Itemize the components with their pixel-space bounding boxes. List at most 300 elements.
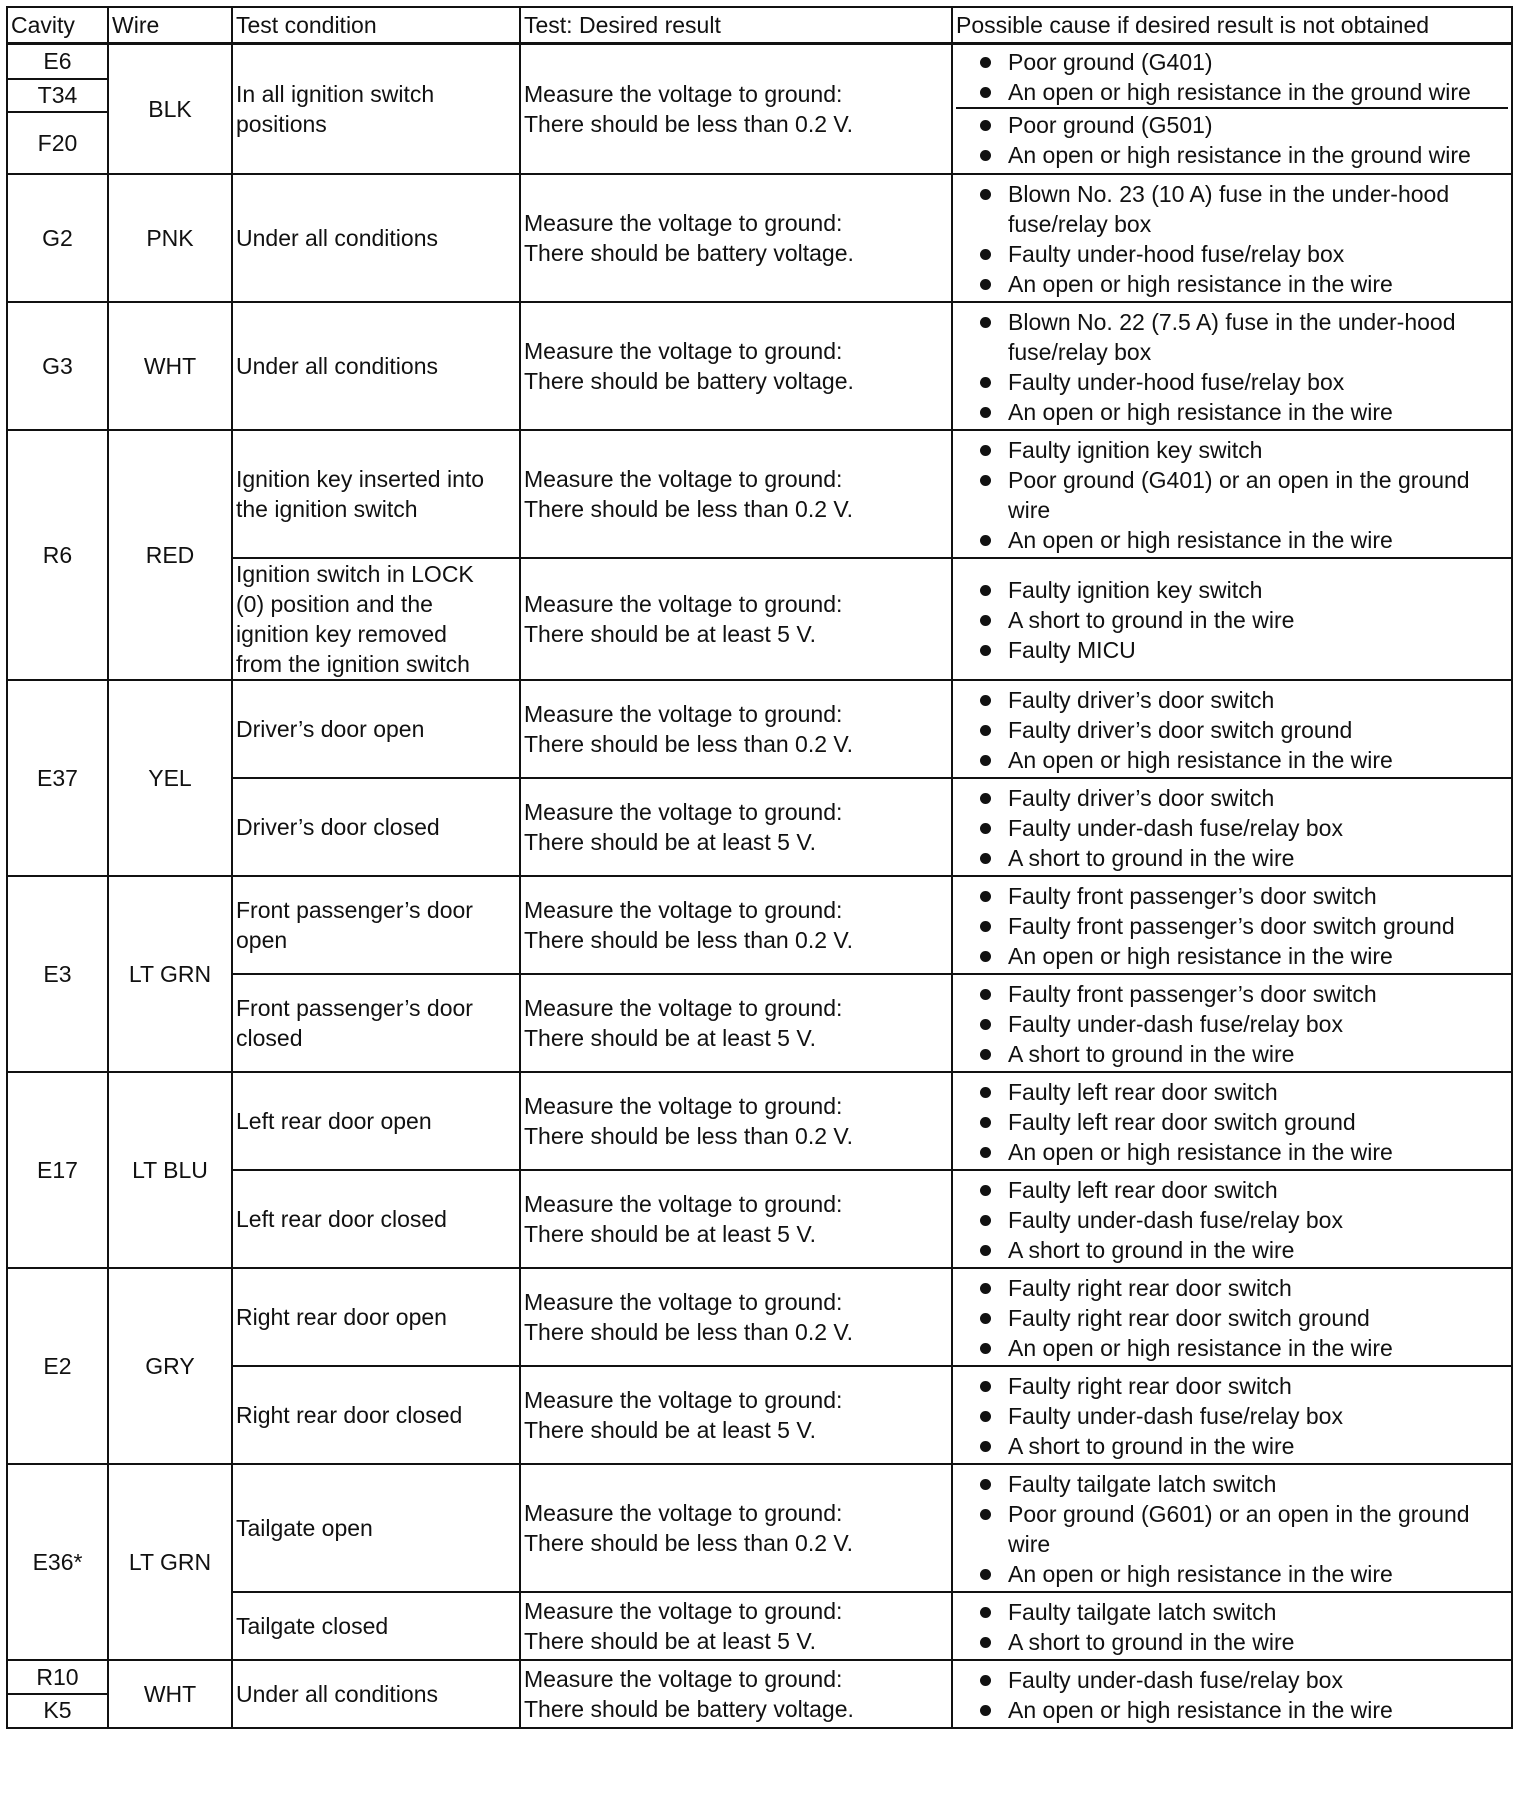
- possible-causes-cell: [952, 974, 1512, 1072]
- bullet-icon: [956, 1235, 1008, 1265]
- cause-text: Faulty right rear door switch ground: [1008, 1305, 1370, 1331]
- cause-text: A short to ground in the wire: [1008, 607, 1295, 633]
- condition-text: Tailgate closed: [236, 1613, 389, 1639]
- desired-result-cell: [520, 778, 952, 876]
- bullet-icon: [956, 1273, 1008, 1303]
- cause-text: Blown No. 23 (10 A) fuse in the under-hood fuse/relay box: [1008, 181, 1450, 237]
- cause-group: [956, 877, 1508, 973]
- desired-result-cell: [520, 1072, 952, 1170]
- bullet-icon: [956, 1137, 1008, 1167]
- bullet-icon: [956, 1469, 1008, 1499]
- bullet-icon: [956, 1431, 1008, 1461]
- cause-text: Faulty left rear door switch ground: [1008, 1109, 1356, 1135]
- cause-item: [956, 911, 1508, 941]
- condition-text: (0) position and the: [236, 591, 433, 617]
- cause-text: Faulty right rear door switch: [1008, 1373, 1292, 1399]
- condition-text: Under all conditions: [236, 1681, 439, 1707]
- bullet-icon: [956, 307, 1008, 337]
- desired-result-cell: [520, 174, 952, 302]
- condition-text: ignition key removed: [236, 621, 447, 647]
- possible-causes-cell: [952, 174, 1512, 302]
- cause-text: An open or high resistance in the wire: [1008, 399, 1393, 425]
- cause-item: [956, 1077, 1508, 1107]
- cause-item: [956, 1137, 1508, 1167]
- possible-causes-cell: [952, 1592, 1512, 1660]
- cause-item: [956, 465, 1508, 525]
- cause-item: [956, 575, 1508, 605]
- cause-group: [956, 1465, 1508, 1591]
- result-text: Measure the voltage to ground:: [524, 1666, 843, 1692]
- bullet-icon: [956, 685, 1008, 715]
- desired-result-cell: [520, 1660, 952, 1728]
- cause-text: Faulty front passenger’s door switch: [1008, 883, 1377, 909]
- possible-causes-cell: [952, 778, 1512, 876]
- cause-text: Faulty MICU: [1008, 637, 1136, 663]
- bullet-icon: [956, 47, 1008, 77]
- cause-item: [956, 843, 1508, 873]
- test-condition-cell: [232, 558, 520, 680]
- bullet-icon: [956, 397, 1008, 427]
- cause-item: [956, 1175, 1508, 1205]
- wire-color-cell: YEL: [108, 680, 232, 876]
- condition-text: Ignition switch in LOCK: [236, 561, 474, 587]
- desired-result-cell: [520, 430, 952, 558]
- condition-text: from the ignition switch: [236, 651, 470, 677]
- cause-item: [956, 269, 1508, 299]
- table-row: [7, 1464, 1512, 1592]
- wire-color-cell: BLK: [108, 44, 232, 175]
- bullet-icon: [956, 1401, 1008, 1431]
- header-wire: Wire: [108, 7, 232, 44]
- cause-item: [956, 1039, 1508, 1069]
- cause-text: An open or high resistance in the wire: [1008, 527, 1393, 553]
- cause-group: [956, 1593, 1508, 1659]
- table-row: [7, 430, 1512, 558]
- desired-result-cell: [520, 558, 952, 680]
- condition-text: Left rear door closed: [236, 1206, 447, 1232]
- diagnostic-table: [6, 6, 1513, 1729]
- header-row: [7, 7, 1512, 44]
- result-text: Measure the voltage to ground:: [524, 897, 843, 923]
- cause-text: Faulty under-dash fuse/relay box: [1008, 815, 1343, 841]
- possible-causes-cell: [952, 302, 1512, 430]
- cause-text: Faulty under-hood fuse/relay box: [1008, 241, 1345, 267]
- possible-causes-cell: [952, 876, 1512, 974]
- cause-item: [956, 941, 1508, 971]
- result-text: Measure the voltage to ground:: [524, 1289, 843, 1315]
- header-test-condition: Test condition: [232, 7, 520, 44]
- cause-text: Faulty right rear door switch: [1008, 1275, 1292, 1301]
- table-row: [7, 1366, 1512, 1464]
- test-condition-cell: [232, 974, 520, 1072]
- bullet-icon: [956, 367, 1008, 397]
- result-text: There should be at least 5 V.: [524, 1221, 816, 1247]
- cause-text: An open or high resistance in the wire: [1008, 1561, 1393, 1587]
- test-condition-cell: [232, 1170, 520, 1268]
- cause-group: [956, 431, 1508, 557]
- cause-text: A short to ground in the wire: [1008, 1041, 1295, 1067]
- cavity-cell: [7, 876, 108, 1072]
- test-condition-cell: [232, 1464, 520, 1592]
- result-text: There should be at least 5 V.: [524, 621, 816, 647]
- table-row: [7, 174, 1512, 302]
- cause-item: [956, 367, 1508, 397]
- wire-color-cell: WHT: [108, 302, 232, 430]
- desired-result-cell: [520, 1268, 952, 1366]
- result-text: Measure the voltage to ground:: [524, 1191, 843, 1217]
- cavity-label: K5: [43, 1697, 72, 1723]
- wire-color-cell: LT GRN: [108, 1464, 232, 1660]
- cavity-cell: [7, 174, 108, 302]
- bullet-icon: [956, 605, 1008, 635]
- bullet-icon: [956, 1205, 1008, 1235]
- cause-text: Poor ground (G401) or an open in the ground wire: [1008, 467, 1470, 523]
- condition-text: Ignition key inserted into: [236, 466, 485, 492]
- result-text: There should be less than 0.2 V.: [524, 1530, 854, 1556]
- condition-text: Right rear door open: [236, 1304, 447, 1330]
- result-text: There should be at least 5 V.: [524, 1628, 816, 1654]
- condition-text: open: [236, 927, 288, 953]
- cavity-label: R6: [42, 542, 73, 568]
- cause-item: [956, 1107, 1508, 1137]
- condition-text: Front passenger’s door: [236, 995, 473, 1021]
- cause-item: [956, 525, 1508, 555]
- cavity-label: E2: [43, 1353, 72, 1379]
- bullet-icon: [956, 140, 1008, 170]
- cause-item: [956, 435, 1508, 465]
- bullet-icon: [956, 1665, 1008, 1695]
- bullet-icon: [956, 1499, 1008, 1529]
- result-text: Measure the voltage to ground:: [524, 799, 843, 825]
- cause-item: [956, 1627, 1508, 1657]
- condition-text: closed: [236, 1025, 303, 1051]
- cause-item: [956, 1597, 1508, 1627]
- cavity-label: E6: [8, 45, 107, 80]
- cavity-cell: [7, 1072, 108, 1268]
- cavity-label: E17: [37, 1157, 78, 1183]
- cause-item: [956, 715, 1508, 745]
- bullet-icon: [956, 979, 1008, 1009]
- cavity-label: G3: [42, 353, 73, 379]
- possible-causes-cell: [952, 1268, 1512, 1366]
- test-condition-cell: [232, 1366, 520, 1464]
- cause-item: [956, 745, 1508, 775]
- result-text: There should be battery voltage.: [524, 1696, 854, 1722]
- bullet-icon: [956, 1303, 1008, 1333]
- cause-item: [956, 140, 1508, 170]
- cause-text: Faulty ignition key switch: [1008, 437, 1263, 463]
- bullet-icon: [956, 525, 1008, 555]
- test-condition-cell: [232, 778, 520, 876]
- cause-item: [956, 1499, 1508, 1559]
- cause-item: [956, 979, 1508, 1009]
- result-text: There should be at least 5 V.: [524, 1417, 816, 1443]
- cause-text: An open or high resistance in the wire: [1008, 1335, 1393, 1361]
- wire-color-cell: LT GRN: [108, 876, 232, 1072]
- result-text: There should be battery voltage.: [524, 240, 854, 266]
- result-text: There should be battery voltage.: [524, 368, 854, 394]
- bullet-icon: [956, 813, 1008, 843]
- cause-text: Faulty driver’s door switch: [1008, 785, 1275, 811]
- bullet-icon: [956, 1695, 1008, 1725]
- cause-text: Faulty driver’s door switch ground: [1008, 717, 1353, 743]
- cause-group: [956, 571, 1508, 667]
- cause-item: [956, 1559, 1508, 1589]
- cavity-cell: [7, 1464, 108, 1660]
- result-text: Measure the voltage to ground:: [524, 466, 843, 492]
- condition-text: Front passenger’s door: [236, 897, 473, 923]
- cause-text: An open or high resistance in the ground wire: [1008, 79, 1471, 105]
- cause-text: A short to ground in the wire: [1008, 1237, 1295, 1263]
- desired-result-cell: [520, 302, 952, 430]
- cause-item: [956, 1695, 1508, 1725]
- desired-result-cell: [520, 1170, 952, 1268]
- wire-color-cell: RED: [108, 430, 232, 680]
- bullet-icon: [956, 179, 1008, 209]
- cavity-label: R10: [8, 1662, 107, 1695]
- cavity-cell: [7, 1660, 108, 1728]
- cavity-cell: [7, 44, 108, 175]
- bullet-icon: [956, 1009, 1008, 1039]
- possible-causes-cell: [952, 680, 1512, 778]
- condition-text: Driver’s door closed: [236, 814, 440, 840]
- cavity-label: E3: [43, 961, 72, 987]
- bullet-icon: [956, 575, 1008, 605]
- cause-group: [956, 303, 1508, 429]
- result-text: Measure the voltage to ground:: [524, 81, 843, 107]
- cause-text: Faulty ignition key switch: [1008, 577, 1263, 603]
- result-text: Measure the voltage to ground:: [524, 1598, 843, 1624]
- bullet-icon: [956, 1559, 1008, 1589]
- cause-text: Faulty under-dash fuse/relay box: [1008, 1403, 1343, 1429]
- cause-item: [956, 77, 1508, 107]
- bullet-icon: [956, 1371, 1008, 1401]
- cause-text: Faulty left rear door switch: [1008, 1177, 1278, 1203]
- cavity-label: G2: [42, 225, 73, 251]
- cause-text: An open or high resistance in the wire: [1008, 943, 1393, 969]
- cause-item: [956, 47, 1508, 77]
- bullet-icon: [956, 1627, 1008, 1657]
- possible-causes-cell: [952, 430, 1512, 558]
- cause-text: A short to ground in the wire: [1008, 1433, 1295, 1459]
- cause-group: [956, 1171, 1508, 1267]
- possible-causes-cell: [952, 1464, 1512, 1592]
- bullet-icon: [956, 435, 1008, 465]
- cause-item: [956, 685, 1508, 715]
- cause-text: Faulty under-dash fuse/relay box: [1008, 1011, 1343, 1037]
- cause-item: [956, 307, 1508, 367]
- table-row: [7, 558, 1512, 680]
- cause-text: Poor ground (G501): [1008, 112, 1213, 138]
- bullet-icon: [956, 715, 1008, 745]
- bullet-icon: [956, 941, 1008, 971]
- cause-text: Faulty tailgate latch switch: [1008, 1599, 1277, 1625]
- cause-item: [956, 1235, 1508, 1265]
- result-text: Measure the voltage to ground:: [524, 1093, 843, 1119]
- cause-item: [956, 179, 1508, 239]
- wire-color-cell: GRY: [108, 1268, 232, 1464]
- bullet-icon: [956, 77, 1008, 107]
- possible-causes-cell: [952, 1660, 1512, 1728]
- result-text: There should be at least 5 V.: [524, 1025, 816, 1051]
- result-text: There should be less than 0.2 V.: [524, 496, 854, 522]
- table-row: [7, 302, 1512, 430]
- bullet-icon: [956, 745, 1008, 775]
- possible-causes-cell: [952, 1366, 1512, 1464]
- cause-item: [956, 1401, 1508, 1431]
- condition-text: Driver’s door open: [236, 716, 425, 742]
- table-row: [7, 680, 1512, 778]
- table-row: [7, 974, 1512, 1072]
- table-row: [7, 44, 1512, 175]
- cavity-cell: [7, 680, 108, 876]
- test-condition-cell: [232, 302, 520, 430]
- test-condition-cell: [232, 174, 520, 302]
- cause-item: [956, 1333, 1508, 1363]
- cause-item: [956, 605, 1508, 635]
- desired-result-cell: [520, 1366, 952, 1464]
- table-row: [7, 1660, 1512, 1728]
- cause-group: [956, 681, 1508, 777]
- test-condition-cell: [232, 1268, 520, 1366]
- cause-text: Poor ground (G601) or an open in the ground wire: [1008, 1501, 1470, 1557]
- wire-color-cell: PNK: [108, 174, 232, 302]
- test-condition-cell: [232, 44, 520, 175]
- cause-item: [956, 1665, 1508, 1695]
- cavity-label: E36*: [32, 1549, 83, 1575]
- test-condition-cell: [232, 1592, 520, 1660]
- result-text: There should be less than 0.2 V.: [524, 111, 854, 137]
- desired-result-cell: [520, 1592, 952, 1660]
- bullet-icon: [956, 1107, 1008, 1137]
- cause-text: Faulty tailgate latch switch: [1008, 1471, 1277, 1497]
- possible-causes-cell: [952, 1170, 1512, 1268]
- table-row: [7, 876, 1512, 974]
- table-row: [7, 1072, 1512, 1170]
- cause-group: [956, 1269, 1508, 1365]
- condition-text: Under all conditions: [236, 353, 439, 379]
- result-text: Measure the voltage to ground:: [524, 210, 843, 236]
- cause-group: [956, 1367, 1508, 1463]
- cause-text: An open or high resistance in the wire: [1008, 1697, 1393, 1723]
- table-row: [7, 1170, 1512, 1268]
- cause-text: Faulty left rear door switch: [1008, 1079, 1278, 1105]
- cause-group: [956, 175, 1508, 301]
- result-text: Measure the voltage to ground:: [524, 591, 843, 617]
- result-text: There should be at least 5 V.: [524, 829, 816, 855]
- cause-text: An open or high resistance in the wire: [1008, 271, 1393, 297]
- possible-causes-cell: [952, 44, 1512, 175]
- cause-group: [956, 47, 1508, 109]
- cause-item: [956, 635, 1508, 665]
- cause-group: [956, 975, 1508, 1071]
- cause-text: Blown No. 22 (7.5 A) fuse in the under-hood fuse/relay box: [1008, 309, 1456, 365]
- cause-text: An open or high resistance in the wire: [1008, 747, 1393, 773]
- cause-item: [956, 1371, 1508, 1401]
- cavity-cell: [7, 1268, 108, 1464]
- cause-item: [956, 813, 1508, 843]
- bullet-icon: [956, 911, 1008, 941]
- cause-text: Faulty under-dash fuse/relay box: [1008, 1207, 1343, 1233]
- result-text: There should be less than 0.2 V.: [524, 731, 854, 757]
- cavity-cell: [7, 430, 108, 680]
- cause-item: [956, 239, 1508, 269]
- cause-text: Faulty under-dash fuse/relay box: [1008, 1667, 1343, 1693]
- bullet-icon: [956, 1597, 1008, 1627]
- cause-text: Faulty driver’s door switch: [1008, 687, 1275, 713]
- bullet-icon: [956, 1039, 1008, 1069]
- cause-group: [956, 1073, 1508, 1169]
- result-text: Measure the voltage to ground:: [524, 701, 843, 727]
- desired-result-cell: [520, 974, 952, 1072]
- cause-group: [956, 1661, 1508, 1727]
- cause-item: [956, 110, 1508, 140]
- cause-item: [956, 1205, 1508, 1235]
- cavity-label: F20: [37, 130, 78, 156]
- table-row: [7, 1268, 1512, 1366]
- result-text: There should be less than 0.2 V.: [524, 1123, 854, 1149]
- condition-text: Right rear door closed: [236, 1402, 463, 1428]
- cause-item: [956, 1469, 1508, 1499]
- result-text: Measure the voltage to ground:: [524, 995, 843, 1021]
- desired-result-cell: [520, 1464, 952, 1592]
- possible-causes-cell: [952, 558, 1512, 680]
- condition-text: the ignition switch: [236, 496, 418, 522]
- test-condition-cell: [232, 1072, 520, 1170]
- wire-color-cell: WHT: [108, 1660, 232, 1728]
- cavity-label: E37: [37, 765, 78, 791]
- cavity-label: T34: [8, 80, 107, 113]
- table-body: [7, 44, 1512, 1729]
- bullet-icon: [956, 269, 1008, 299]
- test-condition-cell: [232, 680, 520, 778]
- bullet-icon: [956, 239, 1008, 269]
- desired-result-cell: [520, 876, 952, 974]
- table-row: [7, 1592, 1512, 1660]
- bullet-icon: [956, 465, 1008, 495]
- test-condition-cell: [232, 1660, 520, 1728]
- test-condition-cell: [232, 876, 520, 974]
- cause-group: [956, 779, 1508, 875]
- cause-item: [956, 1303, 1508, 1333]
- cause-item: [956, 397, 1508, 427]
- cause-item: [956, 881, 1508, 911]
- test-condition-cell: [232, 430, 520, 558]
- desired-result-cell: [520, 680, 952, 778]
- cavity-cell: [7, 302, 108, 430]
- bullet-icon: [956, 881, 1008, 911]
- cause-group: [956, 109, 1508, 171]
- cause-text: Faulty under-hood fuse/relay box: [1008, 369, 1345, 395]
- cause-text: Poor ground (G401): [1008, 49, 1213, 75]
- bullet-icon: [956, 1077, 1008, 1107]
- bullet-icon: [956, 635, 1008, 665]
- header-desired-result: Test: Desired result: [520, 7, 952, 44]
- result-text: Measure the voltage to ground:: [524, 338, 843, 364]
- result-text: Measure the voltage to ground:: [524, 1500, 843, 1526]
- cause-item: [956, 1431, 1508, 1461]
- cause-item: [956, 1009, 1508, 1039]
- bullet-icon: [956, 843, 1008, 873]
- result-text: There should be less than 0.2 V.: [524, 927, 854, 953]
- cause-item: [956, 783, 1508, 813]
- bullet-icon: [956, 1333, 1008, 1363]
- possible-causes-cell: [952, 1072, 1512, 1170]
- desired-result-cell: [520, 44, 952, 175]
- bullet-icon: [956, 783, 1008, 813]
- bullet-icon: [956, 1175, 1008, 1205]
- header-possible-cause: Possible cause if desired result is not obtained: [952, 7, 1512, 44]
